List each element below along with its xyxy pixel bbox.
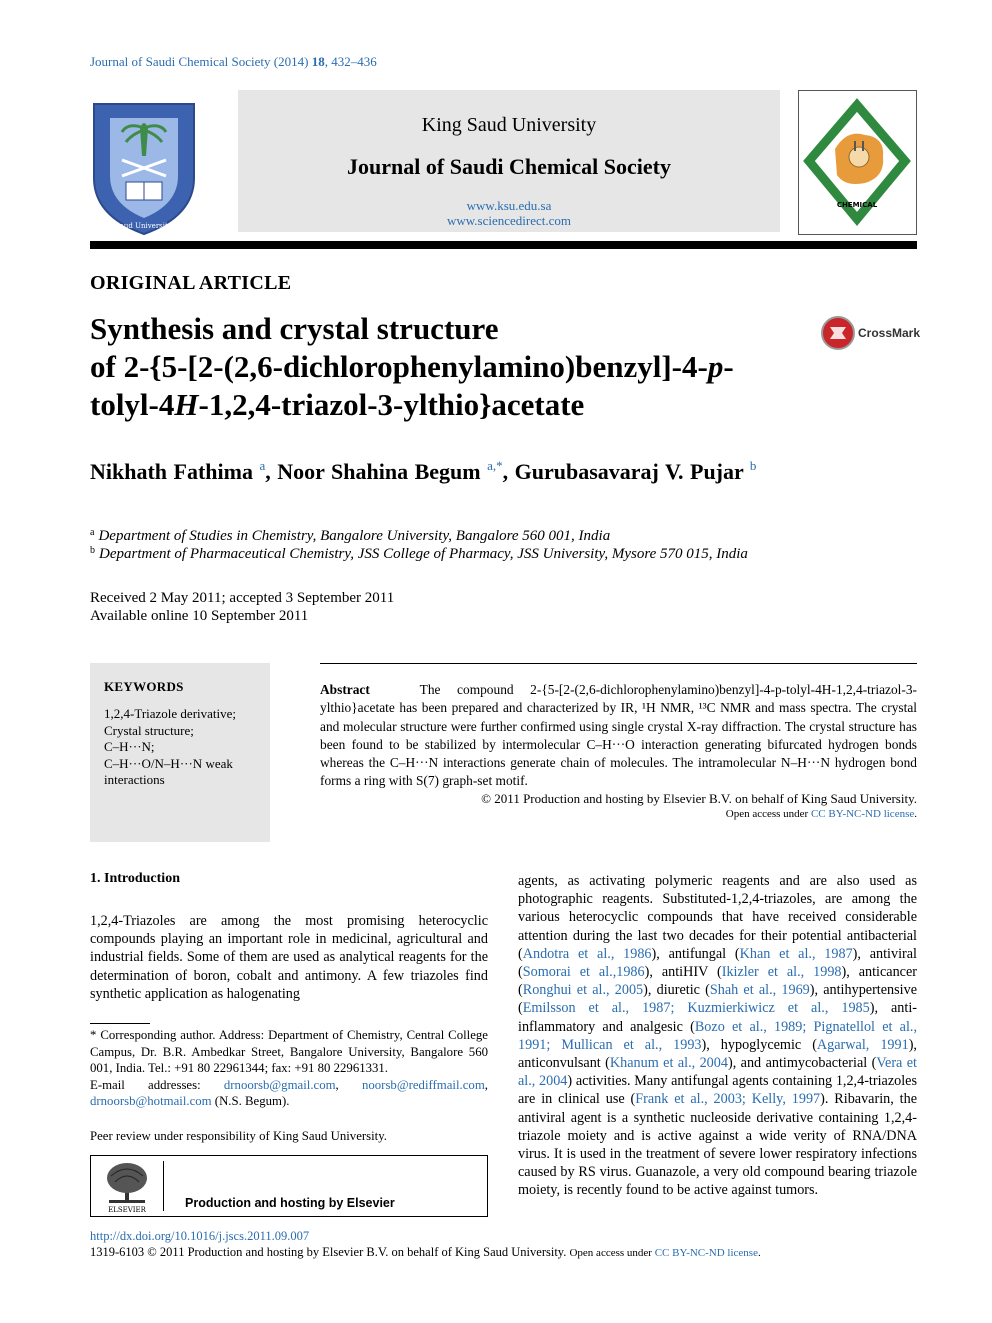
abstract-label: Abstract (320, 682, 370, 697)
doi-link[interactable]: http://dx.doi.org/10.1016/j.jscs.2011.09.007 (90, 1229, 310, 1243)
issn-line: 1319-6103 © 2011 Production and hosting by Elsevier B.V. on behalf of King Saud University. Open access under CC BY-NC-ND license. (90, 1245, 761, 1259)
citation-link[interactable]: Ikizler et al., 1998 (721, 964, 842, 981)
abstract (320, 681, 917, 791)
keyword: interactions (104, 772, 165, 788)
keywords-heading: KEYWORDS (104, 679, 184, 694)
elsevier-logo-text: ELSEVIER (108, 1206, 146, 1214)
body-text: agents, as activating polymeric reagents and are also used as photographic reagents. Substituted-1,2,4-triazoles, are among the various heterocyclic compounds that have received considerable attention during the last two decades for their potential antibacterial ( (518, 873, 917, 962)
sciencedirect-link[interactable]: www.sciencedirect.com (446, 213, 572, 228)
abstract-open-access: Open access under CC BY-NC-ND license. (725, 808, 917, 820)
body-text: ), antifungal ( (651, 945, 740, 962)
body-text: ). Ribavarin, the antiviral agent is a synthetic nucleoside derivative containing 1,2,4-triazole moiety and is active against a wide verity of RNA/DNA virus. It is used in the treatment of severe lower respiratory infections caused by RS virus. Guanazole, a very old compound bearing triazole moiety, is recently found to be active against tumors. (518, 1091, 917, 1199)
email-link[interactable]: drnoorsb@gmail.com (223, 1077, 336, 1092)
author-3-affiliation[interactable]: b (749, 458, 757, 473)
crossmark-icon (820, 315, 856, 351)
article-type: ORIGINAL ARTICLE (90, 272, 292, 294)
footnote-rule (90, 1023, 150, 1024)
body-text: ), hypoglycemic ( (701, 1036, 817, 1053)
body-text: ), and antimycobacterial ( (727, 1055, 877, 1072)
citation-link[interactable]: Shah et al., 1969 (709, 982, 810, 999)
citation-link[interactable]: Bozo et al., 1989; Pignatellol et al., 1991; Mullican et al., 1993 (518, 1018, 917, 1053)
citation-pages: , 432–436 (324, 54, 377, 69)
section-heading-introduction: 1. Introduction (90, 871, 180, 886)
body-text: ), diuretic ( (643, 982, 710, 999)
affiliation-b: $^b$ Department of Pharmaceutical Chemistry, JSS College of Pharmacy, JSS University, Mysore 570 015, India (90, 545, 748, 562)
abstract-rule (320, 663, 917, 664)
citation-link[interactable]: Khanum et al., 2004 (609, 1055, 728, 1072)
online-date: Available online 10 September 2011 (90, 608, 309, 624)
journal-citation[interactable] (90, 54, 377, 70)
author-2-affiliation[interactable]: a,* (487, 458, 503, 473)
article-title (90, 310, 734, 424)
author-3: Gurubasavaraj V. Pujar (514, 459, 744, 484)
elsevier-hosting-box (90, 1155, 488, 1217)
citation-link[interactable]: Ronghui et al., 2005 (522, 982, 644, 999)
citation-link[interactable]: Agarwal, 1991 (816, 1036, 909, 1053)
body-text: ), anti-inflammatory and analgesic ( (518, 1000, 917, 1035)
keyword: 1,2,4-Triazole derivative; (104, 706, 237, 721)
author-2: Noor Shahina Begum (277, 459, 481, 484)
intro-right-column (518, 872, 917, 1200)
affiliation-a: $^a$ Department of Studies in Chemistry, Bangalore University, Bangalore 560 001, India (90, 527, 611, 544)
keywords-list (104, 706, 236, 789)
abstract-text: The compound 2-{5-[2-(2,6-dichlorophenylamino)benzyl]-4-p-tolyl-4H-1,2,4-triazol-3-ylthio}acetate has been prepared and characterized by IR, ¹H NMR, ¹³C NMR and mass spectra. The crystal and molecular structure were further confirmed using single crystal X-ray diffraction. The crystal structure has been found to be stabilized by intermolecular C–H···O interaction generating bifurcated hydrogen bonds whereas the C–H···N interactions generate chain of molecules. The intramolecular N–H···N hydrogen bond forms a ring with S(7) graph-set motif. (320, 682, 917, 789)
society-label: CHEMICAL (836, 201, 878, 209)
crossmark-label: CrossMark (858, 326, 921, 340)
title-line-2: of 2-{5-[2-(2,6-dichlorophenylamino)benzyl]-4-p- (90, 349, 734, 384)
citation-volume: 18 (311, 54, 325, 69)
ksu-link[interactable]: www.ksu.edu.sa (466, 198, 552, 213)
received-dates: Received 2 May 2011; accepted 3 September 2011 (90, 590, 395, 606)
intro-left-column: 1,2,4-Triazoles are among the most promising heterocyclic compounds playing an important role in medicinal, agricultural and industrial fields. Some of them are used as analytical reagents for the determination of boron, cobalt and antimony. A few triazoles find synthetic application as halogenating (90, 913, 488, 1002)
peer-review-note: Peer review under responsibility of King Saud University. (90, 1129, 387, 1143)
body-text: ), anticonvulsant ( (518, 1036, 917, 1072)
citation-link[interactable]: Khan et al., 1987 (739, 945, 853, 962)
citation-link[interactable]: Somorai et al.,1986 (522, 964, 645, 981)
keywords-box (90, 663, 270, 842)
citation-link[interactable]: Vera et al., 2004 (518, 1055, 917, 1090)
author-1-affiliation[interactable]: a (259, 458, 266, 473)
corresponding-author-footnote: * Corresponding author. Address: Department of Chemistry, Central College Campus, Dr. B.R. Ambedkar Street, Bangalore University, Bangalore 560 001, India. Tel.: +91 80 22961344; fax: +91 80 22961331. E-mail addresses: drnoorsb@gmail.com, noorsb@rediffmail.com, drnoorsb@hotmail.com (N.S. Begum). (90, 1028, 488, 1108)
university-name: King Saud University (421, 114, 597, 136)
citation-link[interactable]: Andotra et al., 1986 (522, 945, 652, 962)
title-line-1: Synthesis and crystal structure (90, 311, 499, 346)
citation-link[interactable]: Emilsson et al., 1987; Kuzmierkiwicz et al., 1985 (522, 1000, 870, 1017)
journal-name: Journal of Saudi Chemical Society (347, 154, 671, 179)
author-list: Nikhath Fathima $^a$, Noor Shahina Begum $^{a,*}$, Gurubasavaraj V. Pujar $^b$ (90, 458, 757, 484)
license-link[interactable]: CC BY-NC-ND license (654, 1247, 758, 1259)
keyword: Crystal structure; (104, 722, 194, 738)
citation-link[interactable]: Frank et al., 2003; Kelly, 1997 (635, 1091, 821, 1108)
keyword: C–H···O/N–H···N weak (104, 755, 233, 771)
uni-logo-text: King Saud University 1957 (96, 222, 192, 230)
body-text: ), antiviral ( (518, 945, 918, 981)
elsevier-tree-icon (101, 1160, 153, 1214)
author-1: Nikhath Fathima (90, 459, 253, 484)
elsevier-production: Production and hosting by Elsevier (185, 1196, 395, 1210)
journal-masthead (238, 90, 780, 232)
license-link[interactable]: CC BY-NC-ND license (810, 808, 915, 820)
title-line-3: tolyl-4H-1,2,4-triazol-3-ylthio}acetate (90, 387, 585, 422)
crossmark-button[interactable] (820, 315, 920, 353)
body-text: ), anticancer ( (518, 964, 918, 999)
header-rule (90, 241, 917, 249)
body-text: ), antiHIV ( (644, 964, 722, 981)
king-saud-university-logo (88, 98, 200, 238)
email-link[interactable]: drnoorsb@hotmail.com (90, 1094, 212, 1108)
citation-prefix: Journal of Saudi Chemical Society (2014) (90, 54, 309, 69)
body-text: ) activities. Many antifungal agents containing 1,2,4-triazoles are in clinical use ( (518, 1073, 917, 1108)
email-link[interactable]: noorsb@rediffmail.com (361, 1077, 485, 1092)
saudi-chemical-society-logo (798, 90, 917, 235)
body-text: ), antihypertensive ( (518, 982, 917, 1017)
abstract-copyright: © 2011 Production and hosting by Elsevier B.V. on behalf of King Saud University. (481, 791, 917, 806)
keyword: C–H···N; (104, 739, 155, 755)
